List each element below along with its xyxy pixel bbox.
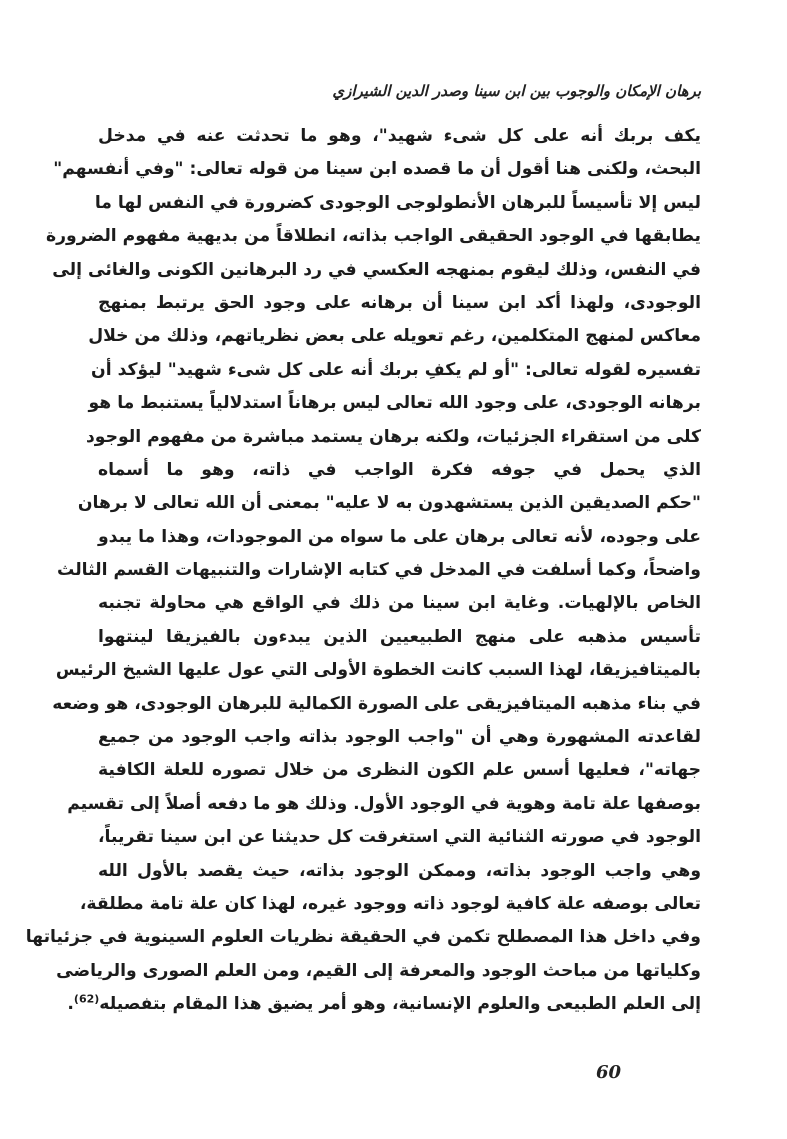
text-line: برهانه الوجودى، على وجود الله تعالى ليس برهاناً استدلالياً يستنبط ما هو [88, 393, 701, 414]
running-header-title: برهان الإمكان والوجوب بين ابن سينا وصدر الدين الشيرازي [332, 82, 701, 100]
text-line: بالميتافيزيقا، لهذا السبب كانت الخطوة الأولى التي عول عليها الشيخ الرئيس [55, 660, 701, 681]
text-line: على وجوده، لأنه تعالى برهان على ما سواه من الموجودات، وهذا ما يبدو [98, 526, 701, 547]
text-line: الوجود في صورته الثنائية التي استغرقت كل حديثنا عن ابن سينا تقريباً، [98, 827, 701, 848]
text-line: معاكس لمنهج المتكلمين، رغم تعويله على بعض نظرياتهم، وذلك من خلال [88, 326, 701, 347]
text-line: وفي داخل هذا المصطلح تكمن في الحقيقة نظريات العلوم السينوية في جزئياتها [25, 927, 701, 948]
text-line: وهي واجب الوجود بذاته، وممكن الوجود بذاته، حيث يقصد بالأول الله [98, 860, 701, 881]
text-line: "حكم الصديقين الذين يستشهدون به لا عليه" بمعنى أن الله تعالى لا برهان [77, 493, 701, 514]
text-line: تفسيره لقوله تعالى: "أو لم يكفِ بربك أنه على كل شىء شهيد" ليؤكد أن [91, 359, 701, 380]
text-line: الوجودى، ولهذا أكد ابن سينا أن برهانه على وجود الحق يرتبط بمنهج [98, 292, 701, 313]
text-line: كلى من استقراء الجزئيات، ولكنه برهان يستمد مباشرة من مفهوم الوجود [85, 426, 701, 447]
text-line: بوصفها علة تامة وهوية في الوجود الأول. وذلك هو ما دفعه أصلاً إلى تقسيم [67, 793, 701, 814]
body-paragraph [25, 120, 701, 1022]
text-line: ليس إلا تأسيساً للبرهان الأنطولوجى الوجودى كضرورة في النفس لها ما [94, 192, 701, 213]
text-line: واضحاً، وكما أسلفت في المدخل في كتابه الإشارات والتنبيهات القسم الثالث [57, 560, 701, 581]
text-line: البحث، ولكنى هنا أقول أن ما قصده ابن سينا من قوله تعالى: "وفي أنفسهم" [53, 159, 701, 180]
final-line-text: إلى العلم الطبيعى والعلوم الإنسانية، وهو أمر يضيق هذا المقام بتفصيله [99, 994, 701, 1015]
text-line: في النفس، وذلك ليقوم بمنهجه العكسي في رد البرهانين الكونى والغائى إلى [52, 259, 701, 280]
text-line: الذي يحمل في جوفه فكرة الواجب في ذاته، وهو ما أسماه [98, 459, 701, 480]
text-line: في بناء مذهبه الميتافيزيقى على الصورة الكمالية للبرهان الوجودى، هو وضعه [52, 693, 701, 714]
text-line: يكف بربك أنه على كل شىء شهيد"، وهو ما تحدثت عنه في مدخل [98, 126, 701, 146]
text-line: تأسيس مذهبه على منهج الطبيعيين الذين يبدءون بالفيزيقا لينتهوا [98, 626, 701, 647]
text-line: يطابقها في الوجود الحقيقى الواجب بذاته، انطلاقاً من بديهية مفهوم الضرورة [45, 226, 701, 247]
footnote-reference[interactable]: (62) [73, 992, 100, 1006]
header-divider [100, 110, 701, 111]
text-line: لقاعدته المشهورة وهي أن "واجب الوجود بذاته واجب الوجود من جميع [98, 727, 701, 748]
text-line: تعالى بوصفه علة كافية لوجود ذاته ووجود غيره، لهذا كان علة تامة مطلقة، [79, 893, 701, 914]
text-line: الخاص بالإلهيات. وغاية ابن سينا من ذلك في الواقع هي محاولة تجنبه [98, 593, 701, 614]
page-number: 60 [596, 1062, 622, 1083]
text-line: وكلياتها من مباحث الوجود والمعرفة إلى القيم، ومن العلم الصورى والرياضى [56, 960, 701, 981]
final-period: . [67, 994, 74, 1015]
text-line-final [67, 988, 701, 1021]
text-line: جهاته"، فعليها أسس علم الكون النظرى من خلال تصوره للعلة الكافية [98, 760, 701, 781]
